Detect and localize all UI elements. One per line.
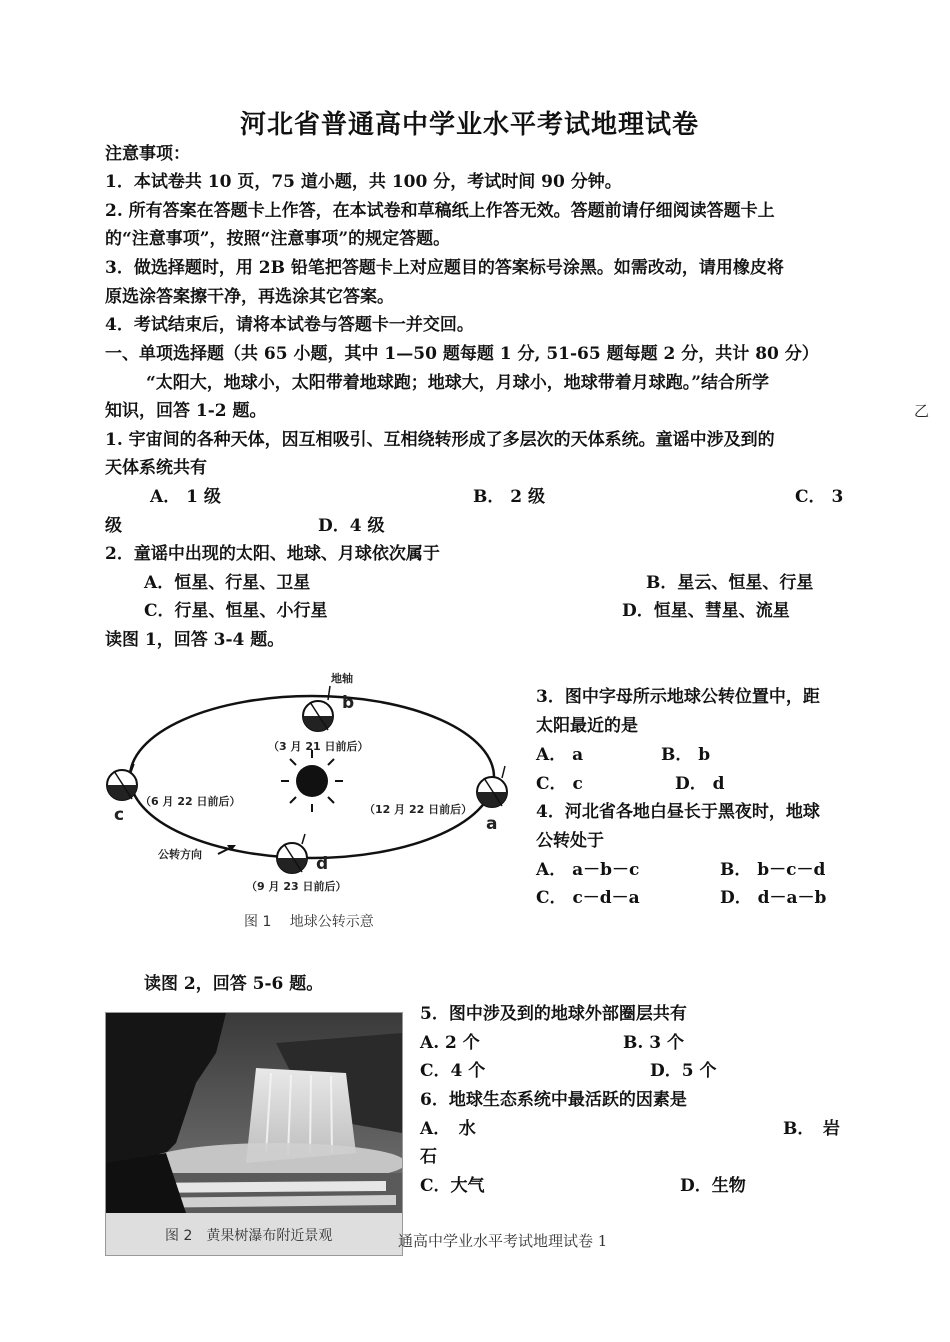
question-3-stem: 3．图中字母所示地球公转位置中，距 xyxy=(536,687,820,707)
note-line: 原选涂答案擦干净，再选涂其它答案。 xyxy=(105,287,394,307)
axis-label: 地轴 xyxy=(331,672,353,685)
q3-option-a: A． a xyxy=(536,745,584,765)
question-6-stem: 6．地球生态系统中最活跃的因素是 xyxy=(420,1090,687,1110)
q3-option-b: B． b xyxy=(661,745,711,765)
page-footer: 通高中学业水平考试地理试卷 1 xyxy=(398,1232,608,1250)
q4-option-c: C． c－d－a xyxy=(536,888,640,908)
read-figure-1: 读图 1，回答 3-4 题。 xyxy=(105,630,285,650)
q4-option-a: A． a－b－c xyxy=(536,860,640,880)
q6-option-d: D．生物 xyxy=(680,1176,746,1196)
side-char: 乙 xyxy=(914,402,930,420)
q2-option-b: B．星云、恒星、行星 xyxy=(646,573,814,593)
q1-option-d: D．4 级 xyxy=(318,516,385,536)
earth-c-icon xyxy=(107,764,137,800)
direction-label: 公转方向 xyxy=(158,848,202,861)
figure-2-waterfall-photo xyxy=(105,1012,403,1256)
q5-option-d: D．5 个 xyxy=(650,1061,717,1081)
question-1-stem: 天体系统共有 xyxy=(105,458,207,478)
note-line: 4．考试结束后，请将本试卷与答题卡一并交回。 xyxy=(105,315,474,335)
section-heading: 一、单项选择题（共 65 小题，其中 1—50 题每题 1 分, 51-65 题每题 2 分，共计 80 分） xyxy=(105,344,819,364)
q1-option-b: B． 2 级 xyxy=(473,487,546,507)
question-1-stem: 1. 宇宙间的各种天体，因互相吸引、互相绕转形成了多层次的天体系统。童谣中涉及到的 xyxy=(105,430,775,450)
note-line: 2. 所有答案在答题卡上作答，在本试卷和草稿纸上作答无效。答题前请仔细阅读答题卡上 xyxy=(105,201,775,221)
intro-text: 知识，回答 1-2 题。 xyxy=(105,401,267,421)
note-line: 3．做选择题时，用 2B 铅笔把答题卡上对应题目的答案标号涂黑。如需改动，请用橡皮将 xyxy=(105,258,784,278)
q1-option-c: C． 3 xyxy=(795,487,844,507)
date-a: （12 月 22 日前后） xyxy=(364,803,473,816)
note-line: 的“注意事项”，按照“注意事项”的规定答题。 xyxy=(105,229,451,249)
q6-option-c: C．大气 xyxy=(420,1176,485,1196)
q6-option-b: B． 岩 xyxy=(783,1119,840,1139)
q2-option-d: D．恒星、彗星、流星 xyxy=(622,601,790,621)
label-d: d xyxy=(316,854,329,874)
q5-option-a: A. 2 个 xyxy=(420,1033,480,1053)
figure-1-caption: 图 1 地球公转示意 xyxy=(244,914,374,930)
date-c: （6 月 22 日前后） xyxy=(140,795,241,808)
question-3-stem: 太阳最近的是 xyxy=(536,716,638,736)
earth-b-icon xyxy=(303,686,333,731)
note-line: 1．本试卷共 10 页，75 道小题，共 100 分，考试时间 90 分钟。 xyxy=(105,172,622,192)
waterfall-image xyxy=(106,1013,402,1255)
notes-header: 注意事项： xyxy=(105,144,190,164)
q5-option-b: B. 3 个 xyxy=(623,1033,684,1053)
label-b: b xyxy=(342,693,355,713)
q4-option-d: D． d－a－b xyxy=(720,888,827,908)
q2-option-a: A．恒星、行星、卫星 xyxy=(144,573,311,593)
q4-option-b: B． b－c－d xyxy=(720,860,826,880)
date-b: （3 月 21 日前后） xyxy=(268,740,369,753)
q3-option-d: D． d xyxy=(675,774,725,794)
q1-option-c-cont: 级 xyxy=(105,516,122,536)
label-c: c xyxy=(114,805,125,825)
question-4-stem: 4．河北省各地白昼长于黑夜时，地球 xyxy=(536,802,820,822)
q5-option-c: C．4 个 xyxy=(420,1061,486,1081)
label-a: a xyxy=(486,814,498,834)
q6-option-a: A． 水 xyxy=(420,1119,476,1139)
orbit-diagram xyxy=(100,668,520,933)
earth-a-icon xyxy=(477,766,507,807)
question-5-stem: 5．图中涉及到的地球外部圈层共有 xyxy=(420,1004,687,1024)
figure-2-caption: 图 2 黄果树瀑布附近景观 xyxy=(165,1228,333,1244)
earth-d-icon xyxy=(277,834,307,873)
question-2-stem: 2．童谣中出现的太阳、地球、月球依次属于 xyxy=(105,544,440,564)
figure-1-earth-orbit xyxy=(100,668,520,933)
q6-option-b-cont: 石 xyxy=(420,1147,437,1167)
q3-option-c: C． c xyxy=(536,774,583,794)
q1-option-a: A． 1 级 xyxy=(150,487,221,507)
date-d: （9 月 23 日前后） xyxy=(246,880,347,893)
q2-option-c: C．行星、恒星、小行星 xyxy=(144,601,328,621)
page-title: 河北省普通高中学业水平考试地理试卷 xyxy=(240,110,700,140)
intro-text: “太阳大，地球小，太阳带着地球跑；地球大，月球小，地球带着月球跑。”结合所学 xyxy=(146,373,770,393)
sun-icon xyxy=(281,750,343,812)
question-4-stem: 公转处于 xyxy=(536,831,604,851)
read-figure-2: 读图 2，回答 5-6 题。 xyxy=(144,974,324,994)
